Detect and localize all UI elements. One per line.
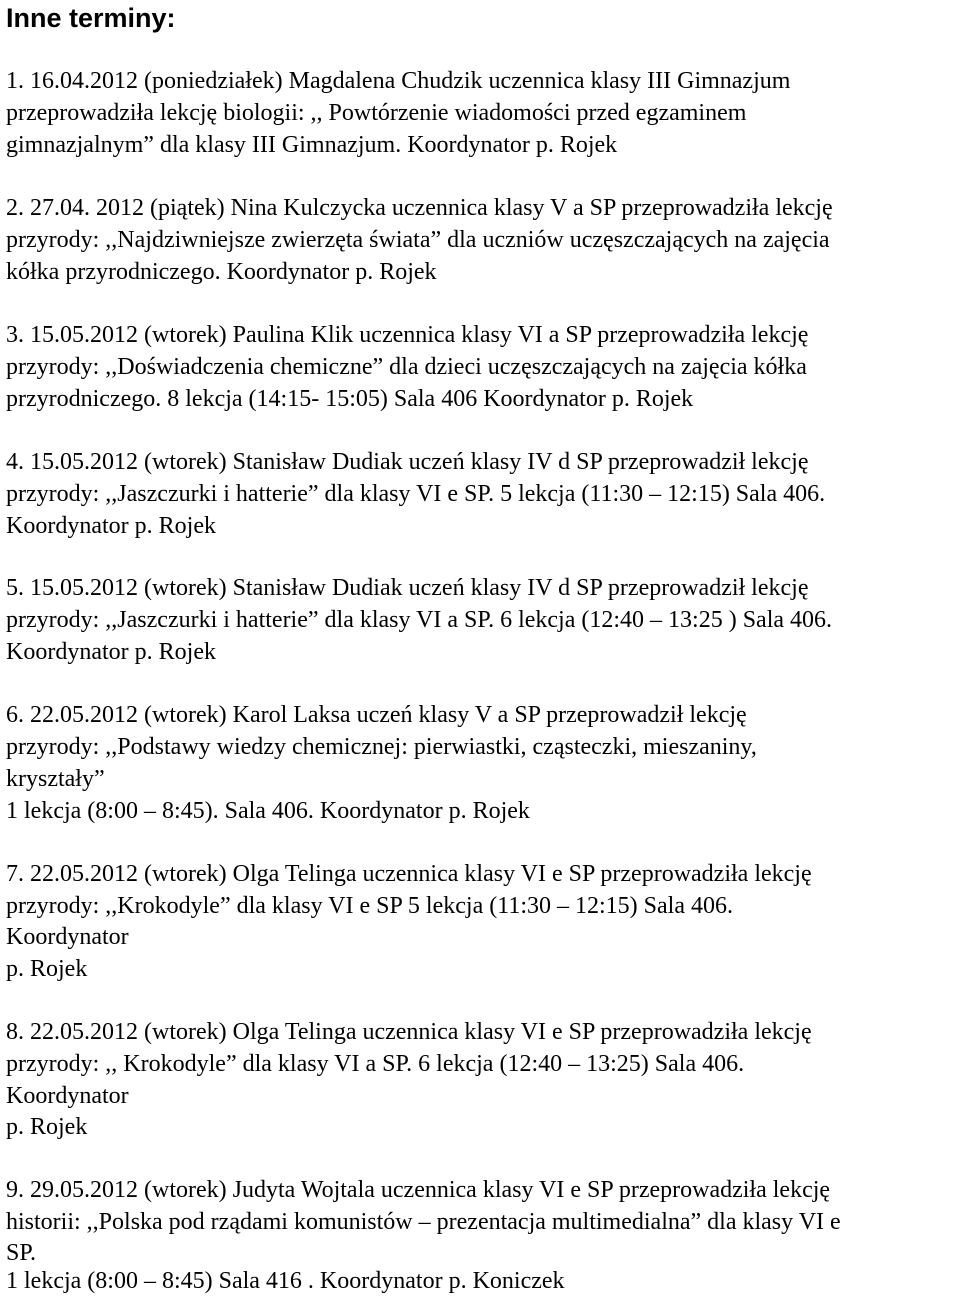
entry-9-line-3: SP. — [6, 1240, 37, 1266]
entry-4-line-2: przyrody: ,,Jaszczurki i hatterie” dla klasy VI e SP. 5 lekcja (11:30 – 12:15) Sala 406. — [6, 481, 826, 507]
entry-5-line-3: Koordynator p. Rojek — [6, 639, 216, 665]
entry-1-line-2: przeprowadziła lekcję biologii: ,, Powtórzenie wiadomości przed egzaminem — [6, 100, 747, 126]
entry-6-line-4: 1 lekcja (8:00 – 8:45). Sala 406. Koordynator p. Rojek — [6, 798, 530, 824]
entry-9-line-1: 9. 29.05.2012 (wtorek) Judyta Wojtala uczennica klasy VI e SP przeprowadziła lekcję — [6, 1177, 831, 1203]
entry-7-line-1: 7. 22.05.2012 (wtorek) Olga Telinga uczennica klasy VI e SP przeprowadziła lekcję — [6, 861, 812, 887]
entry-6-line-3: kryształy” — [6, 766, 105, 792]
page-title: Inne terminy: — [6, 3, 176, 33]
entry-9-line-2: historii: ,,Polska pod rządami komunistów – prezentacja multimedialna” dla klasy VI e — [6, 1209, 841, 1235]
entry-4-line-1: 4. 15.05.2012 (wtorek) Stanisław Dudiak uczeń klasy IV d SP przeprowadził lekcję — [6, 449, 809, 475]
entry-5-line-1: 5. 15.05.2012 (wtorek) Stanisław Dudiak uczeń klasy IV d SP przeprowadził lekcję — [6, 575, 809, 601]
entry-2-line-1: 2. 27.04. 2012 (piątek) Nina Kulczycka uczennica klasy V a SP przeprowadziła lekcję — [6, 195, 833, 221]
entry-6-line-2: przyrody: ,,Podstawy wiedzy chemicznej: pierwiastki, cząsteczki, mieszaniny, — [6, 734, 757, 760]
entry-3-line-3: przyrodniczego. 8 lekcja (14:15- 15:05) Sala 406 Koordynator p. Rojek — [6, 386, 694, 412]
entry-8-line-1: 8. 22.05.2012 (wtorek) Olga Telinga uczennica klasy VI e SP przeprowadziła lekcję — [6, 1019, 812, 1045]
entry-7-line-2: przyrody: ,,Krokodyle” dla klasy VI e SP 5 lekcja (11:30 – 12:15) Sala 406. — [6, 893, 733, 919]
entry-7-line-3: Koordynator — [6, 924, 129, 950]
entry-8-line-2: przyrody: ,, Krokodyle” dla klasy VI a SP. 6 lekcja (12:40 – 13:25) Sala 406. — [6, 1051, 745, 1077]
entry-2-line-3: kółka przyrodniczego. Koordynator p. Rojek — [6, 259, 437, 285]
entry-8-line-3: Koordynator — [6, 1083, 129, 1109]
entry-9-line-4: 1 lekcja (8:00 – 8:45) Sala 416 . Koordynator p. Koniczek — [6, 1268, 565, 1294]
entry-1-line-1: 1. 16.04.2012 (poniedziałek) Magdalena Chudzik uczennica klasy III Gimnazjum — [6, 68, 791, 94]
entry-6-line-1: 6. 22.05.2012 (wtorek) Karol Laksa uczeń klasy V a SP przeprowadził lekcję — [6, 702, 747, 728]
entry-3-line-1: 3. 15.05.2012 (wtorek) Paulina Klik uczennica klasy VI a SP przeprowadziła lekcję — [6, 322, 809, 348]
entry-7-line-4: p. Rojek — [6, 956, 88, 982]
entry-2-line-2: przyrody: ,,Najdziwniejsze zwierzęta świata” dla uczniów uczęszczających na zajęcia — [6, 227, 830, 253]
entry-1-line-3: gimnazjalnym” dla klasy III Gimnazjum. Koordynator p. Rojek — [6, 132, 618, 158]
entry-3-line-2: przyrody: ,,Doświadczenia chemiczne” dla dzieci uczęszczających na zajęcia kółka — [6, 354, 807, 380]
entry-8-line-4: p. Rojek — [6, 1114, 88, 1140]
entry-5-line-2: przyrody: ,,Jaszczurki i hatterie” dla klasy VI a SP. 6 lekcja (12:40 – 13:25 ) Sala 406. — [6, 607, 833, 633]
entry-4-line-3: Koordynator p. Rojek — [6, 513, 216, 539]
